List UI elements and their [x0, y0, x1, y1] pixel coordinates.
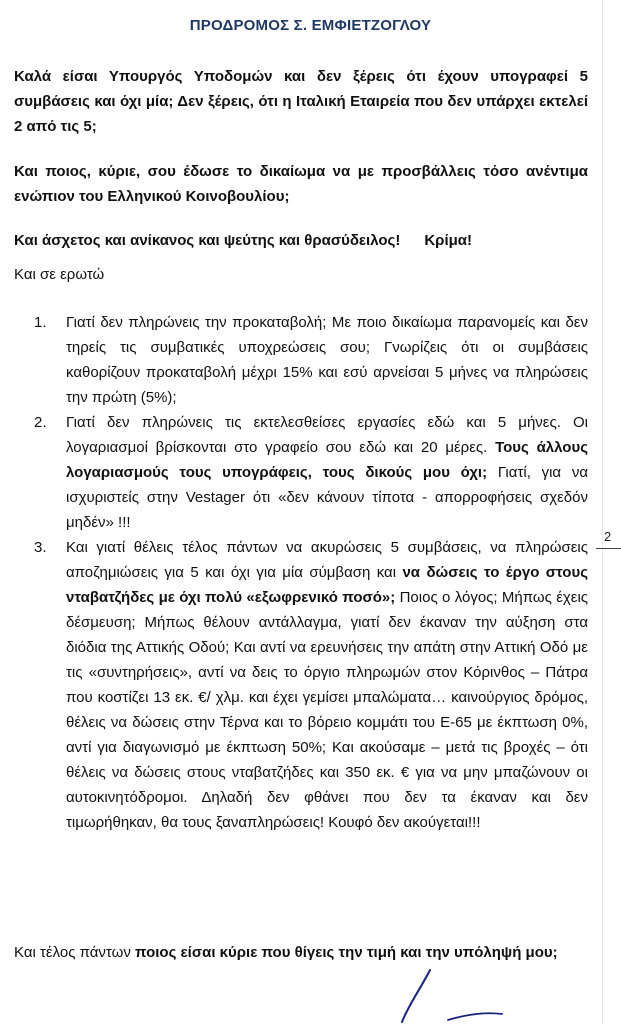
list-item-bold-text: να δώσεις το έργο στους νταβατζήδες με όχι πολύ «εξωφρενικό ποσό»;	[66, 564, 588, 606]
page-number-rule	[596, 548, 621, 549]
list-item-text: Και γιατί θέλεις τέλος πάντων να ακυρώσεις 5 συμβάσεις, να πληρώσεις αποζημιώσεις για 5 και όχι για μία σύμβαση και	[66, 539, 588, 581]
list-item	[30, 535, 588, 835]
list-item-text: Γιατί δεν πληρώνεις τις εκτελεσθείσες εργασίες εδώ και 5 μήνες. Οι λογαριασμοί βρίσκονται στο γραφείο σου εδώ και 20 μέρες.	[66, 414, 588, 456]
paragraph-2: Και ποιος, κύριε, σου έδωσε το δικαίωμα να με προσβάλλεις τόσο ανέντιμα ενώπιον του Ελληνικού Κοινοβουλίου;	[14, 163, 588, 205]
list-item-text: Ποιος ο λόγος; Μήπως έχεις δέσμευση; Μήπως θέλουν αντάλλαγμα, γιατί δεν έκαναν την αύξηση στα διόδια της Αττικής Οδού; Και αντί να ερευνήσεις την απάτη στην Αττική Οδό με τις «συντηρήσεις», αντί να δεις το όργιο πληρωμών στον Κόρινθος – Πάτρα που κοστίζει 13 εκ. €/ χλμ. και έχει γεμίσει μπαλώματα… καινούργιος δρόμος, θέλεις να δώσεις στην Τέρνα και το βόρειο κομμάτι του Ε-65 με έκπτωση 0%, αντί για διαγωνισμό με έκπτωση 50%; Και ακούσαμε – μετά τις βροχές – ότι θέλεις να δώσεις στους νταβατζήδες και 350 εκ. € για να μην μπαζώνουν οι αυτοκινητόδρομοι. Δηλαδή δεν φθάνει που δεν τα έκαναν και δεν τιμωρήθηκαν, θα τους ξαναπληρώσεις! Κουφό δεν ακούγεται!!!	[66, 589, 589, 831]
paragraph-3-tail: Κρίμα!	[424, 232, 473, 249]
list-item	[30, 410, 588, 535]
paragraph-4: Και σε ερωτώ	[14, 266, 105, 283]
paragraph-5	[14, 940, 588, 965]
list-item	[30, 310, 588, 410]
list-item-text: Γιατί δεν πληρώνεις την προκαταβολή; Με ποιο δικαίωμα παρανομείς και δεν τηρείς τις συμβατικές υποχρεώσεις σου; Γνωρίζεις ότι οι συμβάσεις καθορίζουν προκαταβολή μέχρι 15% και εσύ αρνείσαι 5 μήνες να πληρώσεις την πρώτη (5%);	[66, 314, 588, 406]
page-edge	[602, 0, 603, 1024]
paragraph-3	[14, 228, 588, 253]
list-item-number: 2.	[34, 414, 47, 431]
paragraph-5-bold-text: ποιος είσαι κύριε που θίγεις την τιμή και την υπόληψή μου;	[135, 944, 558, 961]
list-item-text: Γιατί, για να ισχυριστείς στην Vestager ότι «δεν κάνουν τίποτα - απορροφήσεις σχεδόν μηδέν» !!!	[66, 464, 588, 531]
paragraph-3-text: Και άσχετος και ανίκανος και ψεύτης και θρασύδειλος!	[14, 232, 401, 249]
paragraph-5-text: Και τέλος πάντων	[14, 944, 136, 961]
page-number: 2	[604, 529, 612, 544]
question-list	[30, 310, 588, 835]
page-title: ΠΡΟΔΡΟΜΟΣ Σ. ΕΜΦΙΕΤΖΟΓΛΟΥ	[189, 17, 432, 34]
signature-mark	[378, 968, 538, 1024]
paragraph-1: Καλά είσαι Υπουργός Υποδομών και δεν ξέρεις ότι έχουν υπογραφεί 5 συμβάσεις και όχι μία; Δεν ξέρεις, ότι η Ιταλική Εταιρεία που δεν υπάρχει εκτελεί 2 από τις 5;	[14, 68, 588, 135]
list-item-number: 3.	[34, 539, 47, 556]
list-item-bold-text: Τους άλλους λογαριασμούς τους υπογράφεις, τους δικούς μου όχι;	[66, 439, 588, 481]
list-item-number: 1.	[34, 314, 47, 331]
